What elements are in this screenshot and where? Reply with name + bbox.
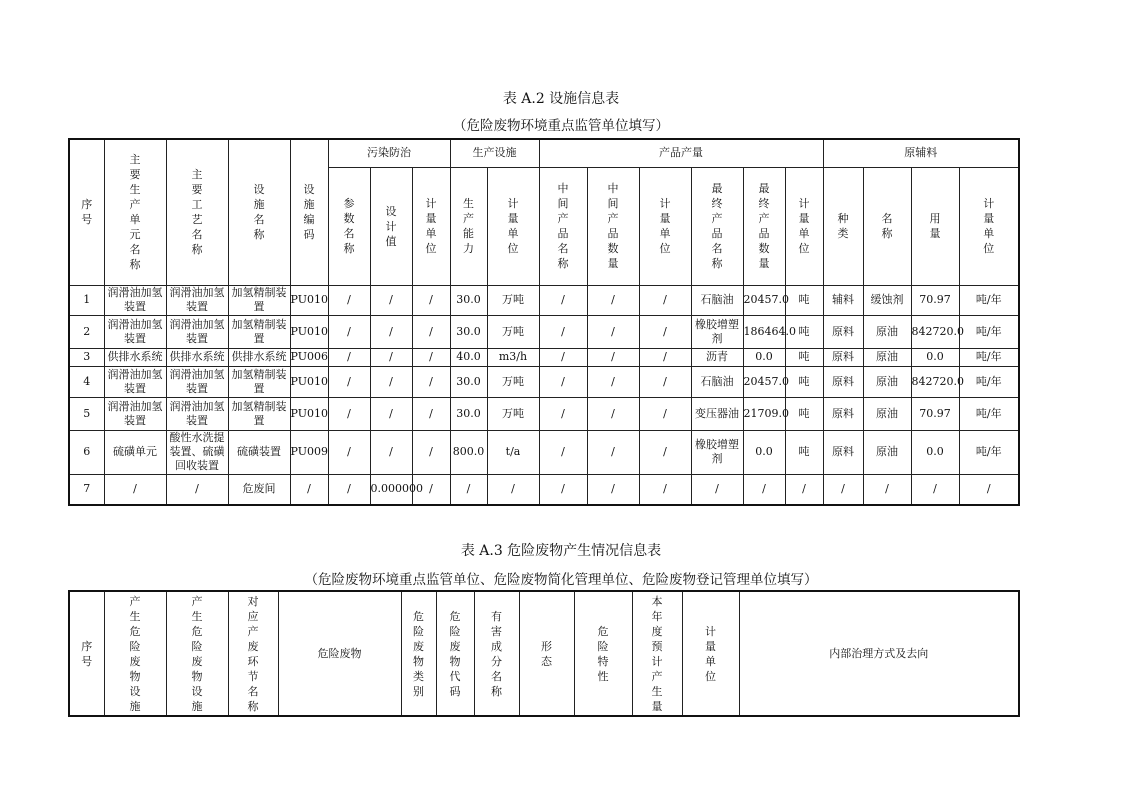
table-cell: 吨/年 bbox=[959, 430, 1019, 474]
table-row bbox=[69, 474, 1019, 505]
table-a2-title: 表 A.2 设施信息表 bbox=[502, 91, 620, 107]
a3-header-form: 形态 bbox=[519, 591, 574, 716]
table-cell: 万吨 bbox=[487, 285, 539, 315]
table-cell: / bbox=[104, 474, 166, 505]
table-row bbox=[69, 348, 1019, 366]
table-cell: / bbox=[290, 474, 328, 505]
table-cell: 原油 bbox=[863, 366, 911, 397]
table-cell: / bbox=[587, 430, 639, 474]
header-final-qty: 最终产品数量 bbox=[743, 167, 785, 285]
table-cell: / bbox=[412, 348, 450, 366]
table-cell: 万吨 bbox=[487, 397, 539, 430]
table-cell: / bbox=[328, 474, 370, 505]
table-cell: / bbox=[539, 315, 587, 348]
table-cell: PU006 bbox=[290, 348, 328, 366]
table-cell: 润滑油加氢装置 bbox=[104, 366, 166, 397]
table-cell: / bbox=[450, 474, 487, 505]
table-cell: / bbox=[639, 430, 691, 474]
table-cell: 1 bbox=[69, 285, 104, 315]
table-cell: 30.0 bbox=[450, 315, 487, 348]
table-cell: 吨/年 bbox=[959, 348, 1019, 366]
table-cell: / bbox=[328, 366, 370, 397]
table-cell: / bbox=[539, 285, 587, 315]
table-cell: 原料 bbox=[823, 315, 863, 348]
table-cell: PU010 bbox=[290, 397, 328, 430]
table-cell: / bbox=[370, 397, 412, 430]
table-cell: 30.0 bbox=[450, 397, 487, 430]
header-pol-unit: 计量单位 bbox=[412, 167, 450, 285]
table-cell: 吨 bbox=[785, 285, 823, 315]
a3-header-facility2: 产生危险废物设施 bbox=[166, 591, 228, 716]
table-cell: 润滑油加氢装置 bbox=[166, 366, 228, 397]
table-cell: 原油 bbox=[863, 397, 911, 430]
table-cell: 辅料 bbox=[823, 285, 863, 315]
header-seq: 序号 bbox=[69, 139, 104, 285]
table-cell: / bbox=[328, 348, 370, 366]
header-facility-name: 设施名称 bbox=[228, 139, 290, 285]
table-cell: 0.0 bbox=[911, 348, 959, 366]
table-cell: 加氢精制装置 bbox=[228, 315, 290, 348]
table-cell: 吨/年 bbox=[959, 397, 1019, 430]
table-cell: 吨/年 bbox=[959, 315, 1019, 348]
table-cell: 7 bbox=[69, 474, 104, 505]
table-cell: / bbox=[587, 397, 639, 430]
a3-header-code: 危险废物代码 bbox=[436, 591, 474, 716]
table-cell: / bbox=[863, 474, 911, 505]
table-cell: / bbox=[587, 285, 639, 315]
table-cell: / bbox=[412, 397, 450, 430]
table-cell: 缓蚀剂 bbox=[863, 285, 911, 315]
table-cell: 万吨 bbox=[487, 366, 539, 397]
table-cell: 供排水系统 bbox=[104, 348, 166, 366]
table-cell: 吨/年 bbox=[959, 285, 1019, 315]
a3-header-annual: 本年度预计产生量 bbox=[632, 591, 682, 716]
table-cell: 吨 bbox=[785, 315, 823, 348]
header-final-unit: 计量单位 bbox=[785, 167, 823, 285]
a3-header-facility: 产生危险废物设施 bbox=[104, 591, 166, 716]
table-cell: 70.97 bbox=[911, 397, 959, 430]
table-cell: / bbox=[639, 366, 691, 397]
table-cell: / bbox=[743, 474, 785, 505]
table-cell: 20457.0 bbox=[743, 285, 785, 315]
header-param-name: 参数名称 bbox=[328, 167, 370, 285]
table-cell: 70.97 bbox=[911, 285, 959, 315]
table-cell: 4 bbox=[69, 366, 104, 397]
table-cell: / bbox=[539, 430, 587, 474]
waste-generation-table bbox=[68, 590, 1020, 717]
table-cell: 加氢精制装置 bbox=[228, 366, 290, 397]
table-cell: / bbox=[166, 474, 228, 505]
facility-info-table bbox=[68, 138, 1020, 506]
table-cell: / bbox=[639, 397, 691, 430]
table-cell: / bbox=[412, 285, 450, 315]
table-cell: / bbox=[691, 474, 743, 505]
table-cell: 吨 bbox=[785, 348, 823, 366]
table-cell: 800.0 bbox=[450, 430, 487, 474]
table-row bbox=[69, 430, 1019, 474]
table-cell: / bbox=[370, 285, 412, 315]
header-group-output: 产品产量 bbox=[539, 139, 823, 167]
table-cell: / bbox=[587, 348, 639, 366]
table-cell: / bbox=[412, 366, 450, 397]
table-cell: 原料 bbox=[823, 397, 863, 430]
table-cell: 润滑油加氢装置 bbox=[104, 315, 166, 348]
table-a2-subtitle: （危险废物环境重点监管单位填写） bbox=[453, 118, 669, 134]
header-prod-unit: 计量单位 bbox=[487, 167, 539, 285]
table-row bbox=[69, 315, 1019, 348]
table-cell: / bbox=[639, 315, 691, 348]
a3-header-seq: 序号 bbox=[69, 591, 104, 716]
table-cell: PU010 bbox=[290, 285, 328, 315]
table-cell: PU009 bbox=[290, 430, 328, 474]
table-cell: 186464.0 bbox=[743, 315, 785, 348]
table-cell: 原料 bbox=[823, 348, 863, 366]
table-cell: 2 bbox=[69, 315, 104, 348]
table-row bbox=[69, 285, 1019, 315]
table-cell: / bbox=[370, 348, 412, 366]
header-final-name: 最终产品名称 bbox=[691, 167, 743, 285]
table-cell: 5 bbox=[69, 397, 104, 430]
table-cell: / bbox=[328, 430, 370, 474]
table-cell: 3 bbox=[69, 348, 104, 366]
table-cell: / bbox=[328, 315, 370, 348]
table-cell: / bbox=[587, 366, 639, 397]
table-cell: / bbox=[328, 397, 370, 430]
table-cell: 加氢精制装置 bbox=[228, 285, 290, 315]
table-cell: 石脑油 bbox=[691, 366, 743, 397]
table-cell: 万吨 bbox=[487, 315, 539, 348]
table-cell: 原油 bbox=[863, 430, 911, 474]
header-mid-unit: 计量单位 bbox=[639, 167, 691, 285]
table-cell: m3/h bbox=[487, 348, 539, 366]
table-cell: 润滑油加氢装置 bbox=[104, 397, 166, 430]
a3-header-waste: 危险废物 bbox=[278, 591, 401, 716]
table-cell: 橡胶增塑剂 bbox=[691, 430, 743, 474]
table-cell: / bbox=[639, 348, 691, 366]
table-cell: / bbox=[539, 366, 587, 397]
header-mat-unit: 计量单位 bbox=[959, 167, 1019, 285]
header-unit: 主要生产单元名称 bbox=[104, 139, 166, 285]
table-cell: 842720.0 bbox=[911, 366, 959, 397]
header-group-production: 生产设施 bbox=[450, 139, 539, 167]
table-cell: / bbox=[412, 474, 450, 505]
header-design-value: 设计值 bbox=[370, 167, 412, 285]
a3-header-hazard: 危险特性 bbox=[574, 591, 632, 716]
table-cell: 润滑油加氢装置 bbox=[104, 285, 166, 315]
table-cell: PU010 bbox=[290, 366, 328, 397]
table-cell: / bbox=[412, 315, 450, 348]
a3-header-harmful: 有害成分名称 bbox=[474, 591, 519, 716]
header-mid-qty: 中间产品数量 bbox=[587, 167, 639, 285]
table-cell: 6 bbox=[69, 430, 104, 474]
a3-header-stage: 对应产废环节名称 bbox=[228, 591, 278, 716]
table-cell: 润滑油加氢装置 bbox=[166, 315, 228, 348]
header-process: 主要工艺名称 bbox=[166, 139, 228, 285]
table-cell: / bbox=[539, 474, 587, 505]
table-cell: / bbox=[785, 474, 823, 505]
table-row bbox=[69, 397, 1019, 430]
a3-header-treatment: 内部治理方式及去向 bbox=[739, 591, 1019, 716]
table-cell: 30.0 bbox=[450, 366, 487, 397]
table-row bbox=[69, 366, 1019, 397]
table-cell: 0.0 bbox=[743, 430, 785, 474]
table-cell: / bbox=[639, 285, 691, 315]
table-cell: 20457.0 bbox=[743, 366, 785, 397]
table-cell: 30.0 bbox=[450, 285, 487, 315]
table-cell: 21709.0 bbox=[743, 397, 785, 430]
table-cell: PU010 bbox=[290, 315, 328, 348]
table-cell: 吨 bbox=[785, 397, 823, 430]
header-mat-type: 种类 bbox=[823, 167, 863, 285]
table-a3-subtitle: （危险废物环境重点监管单位、危险废物简化管理单位、危险废物登记管理单位填写） bbox=[304, 572, 818, 588]
table-cell: / bbox=[412, 430, 450, 474]
table-cell: / bbox=[959, 474, 1019, 505]
table-cell: 润滑油加氢装置 bbox=[166, 285, 228, 315]
table-cell: 危废间 bbox=[228, 474, 290, 505]
table-cell: 原料 bbox=[823, 430, 863, 474]
table-cell: 40.0 bbox=[450, 348, 487, 366]
table-cell: 0.000000 bbox=[370, 474, 412, 505]
table-cell: 加氢精制装置 bbox=[228, 397, 290, 430]
table-cell: 沥青 bbox=[691, 348, 743, 366]
table-cell: 橡胶增塑剂 bbox=[691, 315, 743, 348]
header-mat-name: 名称 bbox=[863, 167, 911, 285]
header-capacity: 生产能力 bbox=[450, 167, 487, 285]
table-cell: / bbox=[539, 397, 587, 430]
table-cell: / bbox=[370, 366, 412, 397]
a3-header-category: 危险废物类别 bbox=[401, 591, 436, 716]
header-facility-code: 设施编码 bbox=[290, 139, 328, 285]
table-cell: 供排水系统 bbox=[228, 348, 290, 366]
table-cell: 0.0 bbox=[743, 348, 785, 366]
table-cell: 吨 bbox=[785, 366, 823, 397]
table-cell: / bbox=[587, 474, 639, 505]
table-a3-title: 表 A.3 危险废物产生情况信息表 bbox=[460, 543, 662, 559]
table-cell: 原油 bbox=[863, 348, 911, 366]
table-cell: 硫磺单元 bbox=[104, 430, 166, 474]
table-cell: / bbox=[370, 430, 412, 474]
table-cell: t/a bbox=[487, 430, 539, 474]
table-cell: / bbox=[370, 315, 412, 348]
table-cell: 石脑油 bbox=[691, 285, 743, 315]
table-cell: 酸性水洗提装置、硫磺回收装置 bbox=[166, 430, 228, 474]
header-group-pollution: 污染防治 bbox=[328, 139, 450, 167]
table-cell: / bbox=[328, 285, 370, 315]
facility-table-body bbox=[69, 285, 1019, 505]
table-cell: / bbox=[911, 474, 959, 505]
table-cell: / bbox=[639, 474, 691, 505]
a3-header-unit: 计量单位 bbox=[682, 591, 739, 716]
table-cell: 原料 bbox=[823, 366, 863, 397]
table-cell: / bbox=[487, 474, 539, 505]
table-cell: 变压器油 bbox=[691, 397, 743, 430]
table-cell: / bbox=[823, 474, 863, 505]
header-group-material: 原辅料 bbox=[823, 139, 1019, 167]
table-cell: 0.0 bbox=[911, 430, 959, 474]
table-cell: 硫磺装置 bbox=[228, 430, 290, 474]
table-cell: 润滑油加氢装置 bbox=[166, 397, 228, 430]
table-cell: 吨 bbox=[785, 430, 823, 474]
header-mat-qty: 用量 bbox=[911, 167, 959, 285]
table-cell: 原油 bbox=[863, 315, 911, 348]
table-cell: / bbox=[587, 315, 639, 348]
table-cell: 吨/年 bbox=[959, 366, 1019, 397]
table-cell: 供排水系统 bbox=[166, 348, 228, 366]
table-cell: / bbox=[539, 348, 587, 366]
table-cell: 842720.0 bbox=[911, 315, 959, 348]
header-mid-name: 中间产品名称 bbox=[539, 167, 587, 285]
